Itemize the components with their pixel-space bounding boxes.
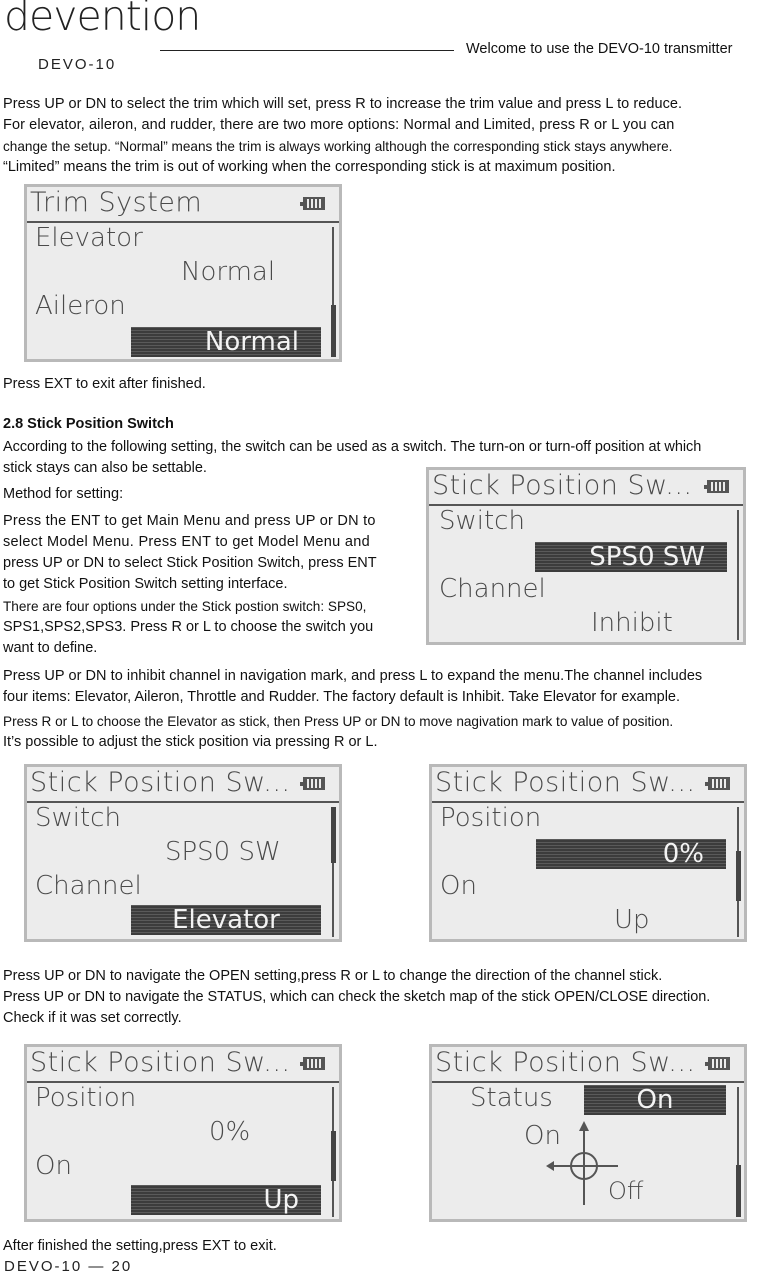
battery-icon <box>303 197 325 210</box>
options-paragraph <box>3 596 373 659</box>
lcd-screen-stick-position-switch <box>426 467 746 645</box>
channel-label: Channel <box>439 574 546 604</box>
channel-value-selected[interactable]: Elevator <box>131 905 321 935</box>
status-value-selected[interactable]: On <box>584 1085 726 1115</box>
switch-label: Switch <box>439 506 525 536</box>
model-label: DEVO-10 <box>38 56 117 73</box>
lcd-screen-on-up-selected <box>24 1044 342 1222</box>
lcd-title-bar <box>432 1047 744 1083</box>
switch-value: SPS0 SW <box>165 837 281 867</box>
lcd-title-bar <box>27 767 339 803</box>
scroll-thumb <box>331 305 336 357</box>
steps-paragraph <box>3 511 377 595</box>
battery-icon <box>708 1057 730 1070</box>
intro-line: “Limited” means the trim is out of working when the corresponding stick is at maximum position. <box>3 159 616 175</box>
section-line: According to the following setting, the switch can be used as a switch. The turn-on or turn-off position at which <box>3 439 702 455</box>
method-label: Method for setting: <box>3 486 124 502</box>
lcd-title-bar <box>27 187 339 223</box>
section-line: stick stays can also be settable. <box>3 460 207 476</box>
screen-title: Stick Position Sw... <box>30 1047 291 1078</box>
step-line: to get Stick Position Switch setting interface. <box>3 576 288 592</box>
final-note: After finished the setting,press EXT to exit. <box>3 1238 277 1254</box>
position-line: Press R or L to choose the Elevator as stick, then Press UP or DN to move nagivation mark to value of position. <box>3 714 674 729</box>
position-label: Position <box>35 1083 137 1113</box>
options-line: There are four options under the Stick postion switch: SPS0, <box>3 599 367 614</box>
lcd-title-bar <box>429 470 743 506</box>
channel-line: Press UP or DN to inhibit channel in navigation mark, and press L to expand the menu.The channel includes <box>3 668 703 684</box>
page-footer: DEVO-10 — 20 <box>4 1258 133 1275</box>
options-line: want to define. <box>3 640 98 656</box>
lcd-screen-channel-elevator <box>24 764 342 942</box>
on-value: Up <box>614 905 650 935</box>
scroll-thumb <box>736 851 741 901</box>
switch-label: Switch <box>35 803 121 833</box>
direction-paragraph <box>3 966 710 1029</box>
status-label: Status <box>470 1083 553 1113</box>
battery-icon <box>708 777 730 790</box>
scroll-thumb <box>736 1165 741 1217</box>
direction-line: Press UP or DN to navigate the STATUS, which can check the sketch map of the stick OPEN/CLOSE direction. <box>3 989 711 1005</box>
on-value-selected[interactable]: Up <box>131 1185 321 1215</box>
position-paragraph <box>3 711 673 753</box>
brand-logo: devention <box>4 0 201 40</box>
position-label: Position <box>440 803 542 833</box>
channel-label: Channel <box>35 871 142 901</box>
screen-title: Stick Position Sw... <box>30 767 291 798</box>
scrollbar <box>737 510 739 640</box>
scroll-thumb <box>331 1131 336 1181</box>
intro-paragraph <box>3 94 682 178</box>
intro-line: change the setup. “Normal” means the trim is always working although the corresponding stick stays anywhere. <box>3 139 673 154</box>
intro-line: For elevator, aileron, and rudder, there are two more options: Normal and Limited, press R or L you can <box>3 117 675 133</box>
lcd-screen-position-selected <box>429 764 747 942</box>
screen-title: Stick Position Sw... <box>432 470 693 501</box>
direction-line: Check if it was set correctly. <box>3 1010 182 1026</box>
on-label: On <box>35 1151 72 1181</box>
position-line: It’s possible to adjust the stick position via pressing R or L. <box>3 734 378 750</box>
exit-note: Press EXT to exit after finished. <box>3 376 206 392</box>
position-value: 0% <box>209 1117 251 1147</box>
lcd-title-bar <box>27 1047 339 1083</box>
scroll-thumb <box>331 807 336 863</box>
on-label: On <box>440 871 477 901</box>
channel-paragraph <box>3 666 702 708</box>
header-divider <box>160 50 454 51</box>
switch-value-selected[interactable]: SPS0 SW <box>535 542 727 572</box>
step-line: press UP or DN to select Stick Position Switch, press ENT <box>3 555 377 571</box>
header-title: Welcome to use the DEVO-10 transmitter <box>466 41 733 57</box>
on-direction-label: On <box>524 1121 561 1151</box>
intro-line: Press UP or DN to select the trim which will set, press R to increase the trim value and press L to reduce. <box>3 96 683 112</box>
options-line: SPS1,SPS2,SPS3. Press R or L to choose the switch you <box>3 619 374 635</box>
section-heading: 2.8 Stick Position Switch <box>3 416 174 432</box>
step-line: Press the ENT to get Main Menu and press UP or DN to <box>3 513 376 529</box>
lcd-screen-trim-system <box>24 184 342 362</box>
lcd-title-bar <box>432 767 744 803</box>
aileron-value-selected[interactable]: Normal <box>131 327 321 357</box>
screen-title: Trim System <box>30 187 203 218</box>
screen-title: Stick Position Sw... <box>435 1047 696 1078</box>
battery-icon <box>303 777 325 790</box>
channel-line: four items: Elevator, Aileron, Throttle and Rudder. The factory default is Inhibit. Take Elevator for example. <box>3 689 681 705</box>
channel-value: Inhibit <box>591 608 673 638</box>
elevator-label: Elevator <box>35 223 143 253</box>
off-direction-label: Off <box>608 1177 644 1205</box>
lcd-screen-status <box>429 1044 747 1222</box>
aileron-label: Aileron <box>35 291 126 321</box>
battery-icon <box>303 1057 325 1070</box>
position-value-selected[interactable]: 0% <box>536 839 726 869</box>
elevator-value: Normal <box>181 257 276 287</box>
direction-line: Press UP or DN to navigate the OPEN setting,press R or L to change the direction of the channel stick. <box>3 968 663 984</box>
step-line: select Model Menu. Press ENT to get Model Menu and <box>3 534 370 550</box>
screen-title: Stick Position Sw... <box>435 767 696 798</box>
battery-icon <box>707 480 729 493</box>
